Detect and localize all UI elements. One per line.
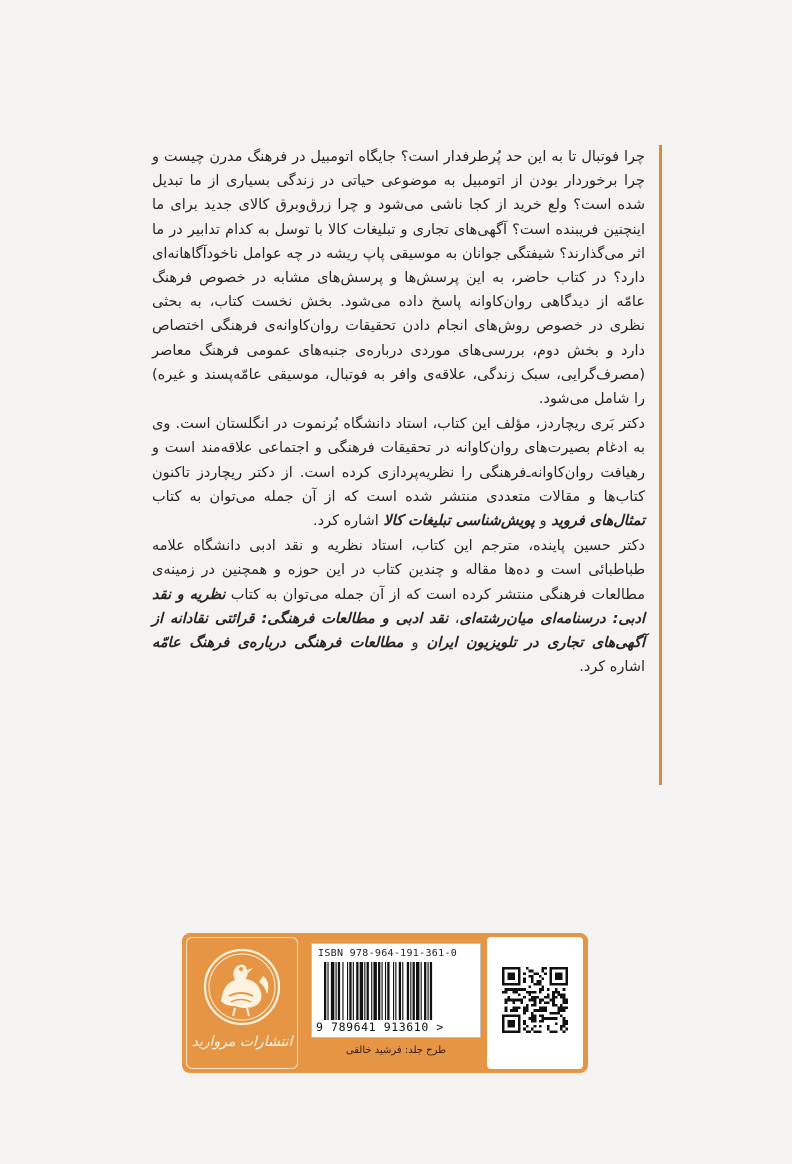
- text-run: و: [534, 513, 552, 530]
- qr-module: [526, 1025, 529, 1028]
- qr-module: [531, 999, 534, 1002]
- qr-module: [563, 993, 566, 996]
- barcode-bar: [399, 962, 401, 1020]
- qr-module: [560, 1009, 563, 1012]
- qr-module: [555, 1012, 558, 1015]
- qr-module: [563, 1001, 566, 1004]
- qr-module: [555, 1030, 558, 1033]
- qr-module: [563, 996, 566, 999]
- barcode-bar: [349, 962, 351, 1020]
- qr-module: [547, 1025, 550, 1028]
- qr-module: [507, 1020, 515, 1028]
- book-title-italic: تمثال‌های فروید: [551, 513, 645, 530]
- qr-module: [557, 1007, 560, 1010]
- barcode-bar: [342, 962, 343, 1020]
- qr-module: [518, 988, 521, 991]
- qr-module: [555, 996, 558, 999]
- qr-module: [528, 1017, 531, 1020]
- barcode-bar: [347, 962, 348, 1020]
- qr-module: [552, 991, 555, 994]
- barcode-bar: [395, 962, 396, 1020]
- blurb-text-block: [152, 145, 662, 785]
- barcode-bar: [364, 962, 365, 1020]
- barcode-bar: [327, 962, 328, 1020]
- qr-module: [547, 1028, 550, 1031]
- qr-module: [560, 1004, 563, 1007]
- qr-module: [515, 991, 518, 994]
- qr-module: [550, 1017, 553, 1020]
- qr-module: [565, 1001, 568, 1004]
- barcode-bar: [371, 962, 372, 1020]
- qr-code-icon: [502, 967, 568, 1033]
- qr-module: [539, 1030, 542, 1033]
- qr-module: [544, 967, 547, 970]
- qr-module: [507, 996, 510, 999]
- text-run: ،: [448, 610, 460, 627]
- qr-module: [547, 993, 550, 996]
- qr-module: [534, 996, 537, 999]
- barcode-bars: [324, 962, 472, 1020]
- qr-module: [565, 1007, 568, 1010]
- publisher-name: انتشارات مروارید: [191, 1034, 293, 1050]
- qr-module: [505, 1001, 508, 1004]
- qr-module: [563, 1017, 566, 1020]
- translator-bio-paragraph: [152, 534, 645, 679]
- qr-module: [505, 1009, 508, 1012]
- qr-module: [544, 1001, 547, 1004]
- qr-code-panel: [487, 937, 583, 1069]
- qr-module: [557, 991, 560, 994]
- barcode-bar: [356, 962, 358, 1020]
- barcode-bar: [416, 962, 419, 1020]
- barcode-bar: [331, 962, 334, 1020]
- qr-module: [555, 1017, 558, 1020]
- qr-module: [542, 1020, 545, 1023]
- qr-module: [563, 999, 566, 1002]
- qr-module: [515, 999, 518, 1002]
- qr-module: [544, 1009, 547, 1012]
- qr-module: [531, 980, 534, 983]
- qr-module: [528, 999, 531, 1002]
- qr-module: [507, 972, 515, 980]
- qr-module: [565, 1022, 568, 1025]
- qr-module: [552, 1030, 555, 1033]
- qr-module: [555, 1022, 558, 1025]
- barcode-bar: [407, 962, 409, 1020]
- barcode-bar: [378, 962, 380, 1020]
- qr-module: [531, 1012, 534, 1015]
- qr-module: [518, 1007, 521, 1010]
- qr-module: [544, 972, 547, 975]
- barcode-bar: [367, 962, 369, 1020]
- qr-module: [539, 1025, 542, 1028]
- qr-module: [523, 1012, 526, 1015]
- qr-module: [547, 1017, 550, 1020]
- qr-module: [523, 1022, 526, 1025]
- qr-module: [544, 996, 547, 999]
- barcode-arrow: >: [436, 1020, 444, 1034]
- barcode-number: [316, 1020, 444, 1034]
- qr-module: [526, 1007, 529, 1010]
- qr-module: [536, 983, 539, 986]
- peacock-emblem-icon: [201, 946, 283, 1028]
- qr-module: [563, 1007, 566, 1010]
- qr-module: [552, 1004, 555, 1007]
- qr-module: [534, 972, 537, 975]
- qr-module: [523, 980, 526, 983]
- qr-module: [557, 993, 560, 996]
- qr-module: [523, 996, 526, 999]
- barcode-bar: [353, 962, 354, 1020]
- qr-module: [518, 993, 521, 996]
- qr-module: [539, 999, 542, 1002]
- qr-module: [542, 1009, 545, 1012]
- qr-module: [523, 978, 526, 981]
- qr-module: [539, 988, 542, 991]
- qr-module: [542, 999, 545, 1002]
- qr-module: [531, 975, 534, 978]
- text-run: و: [403, 635, 427, 652]
- qr-module: [542, 985, 545, 988]
- qr-module: [528, 975, 531, 978]
- qr-module: [531, 1017, 534, 1020]
- qr-module: [563, 1009, 566, 1012]
- qr-module: [547, 996, 550, 999]
- qr-module: [510, 999, 513, 1002]
- text-run: دکتر بَری ریچاردز، مؤلف این کتاب، استاد دانشگاه بُرنموت در انگلستان است. وی به ادغام بصیرت‌های روان‌کاوانه در تحقیقات فرهنگی و اجتماعی علاقه‌مند است و رهیافت روان‌کاوانه‌ـ‌فرهنگی را نظریه‌پردازی کرده است. از دکتر ریچاردز تاکنون کتاب‌ها و مقالات متعددی منتشر شده است که از آن جمله می‌توان به کتاب: [152, 416, 645, 505]
- qr-module: [505, 1007, 508, 1010]
- barcode-bar: [421, 962, 422, 1020]
- qr-module: [560, 993, 563, 996]
- qr-module: [534, 1025, 537, 1028]
- qr-module: [523, 988, 526, 991]
- qr-module: [505, 988, 508, 991]
- qr-module: [536, 1030, 539, 1033]
- qr-module: [544, 1007, 547, 1010]
- qr-module: [560, 1028, 563, 1031]
- book-title-italic: پویش‌شناسی تبلیغات کالا: [383, 513, 535, 530]
- qr-module: [542, 988, 545, 991]
- qr-module: [555, 988, 558, 991]
- qr-module: [539, 1007, 542, 1010]
- barcode-bar: [336, 962, 337, 1020]
- qr-module: [550, 1030, 553, 1033]
- qr-module: [539, 1015, 542, 1018]
- qr-module: [528, 985, 531, 988]
- qr-module: [536, 980, 539, 983]
- qr-module: [520, 1001, 523, 1004]
- qr-module: [539, 991, 542, 994]
- qr-module: [510, 1009, 513, 1012]
- barcode-bar: [382, 962, 383, 1020]
- qr-module: [534, 1015, 537, 1018]
- qr-module: [552, 996, 555, 999]
- qr-module: [534, 1001, 537, 1004]
- qr-module: [513, 988, 516, 991]
- qr-module: [534, 1020, 537, 1023]
- qr-module: [510, 988, 513, 991]
- barcode-bar: [410, 962, 411, 1020]
- qr-module: [563, 988, 566, 991]
- qr-module: [552, 1012, 555, 1015]
- qr-module: [505, 999, 508, 1002]
- qr-module: [534, 991, 537, 994]
- qr-module: [505, 991, 508, 994]
- barcode-digits: 9 789641 913610: [316, 1020, 429, 1034]
- qr-module: [513, 1007, 516, 1010]
- qr-module: [531, 1028, 534, 1031]
- qr-module: [544, 1017, 547, 1020]
- qr-module: [526, 967, 529, 970]
- qr-module: [552, 993, 555, 996]
- qr-module: [507, 988, 510, 991]
- qr-module: [547, 988, 550, 991]
- qr-module: [542, 1015, 545, 1018]
- blurb-paragraph: [152, 145, 645, 411]
- qr-module: [536, 1009, 539, 1012]
- qr-module: [563, 1030, 566, 1033]
- qr-module: [557, 1009, 560, 1012]
- qr-module: [531, 970, 534, 973]
- qr-module: [565, 1020, 568, 1023]
- qr-module: [563, 1020, 566, 1023]
- qr-module: [565, 999, 568, 1002]
- qr-module: [515, 1007, 518, 1010]
- qr-module: [542, 967, 545, 970]
- qr-module: [539, 1020, 542, 1023]
- qr-module: [539, 1001, 542, 1004]
- qr-module: [539, 1009, 542, 1012]
- qr-module: [523, 1007, 526, 1010]
- qr-module: [534, 983, 537, 986]
- qr-module: [523, 1020, 526, 1023]
- qr-module: [539, 975, 542, 978]
- qr-module: [534, 1009, 537, 1012]
- qr-module: [531, 1004, 534, 1007]
- qr-module: [526, 1030, 529, 1033]
- qr-module: [507, 999, 510, 1002]
- qr-module: [539, 980, 542, 983]
- qr-module: [547, 1001, 550, 1004]
- qr-module: [555, 991, 558, 994]
- qr-module: [536, 996, 539, 999]
- qr-module: [563, 1022, 566, 1025]
- qr-module: [550, 999, 553, 1002]
- qr-module: [523, 1009, 526, 1012]
- barcode-bar: [430, 962, 432, 1020]
- qr-module: [534, 1017, 537, 1020]
- qr-module: [528, 1030, 531, 1033]
- qr-module: [528, 993, 531, 996]
- qr-module: [520, 988, 523, 991]
- qr-module: [531, 1020, 534, 1023]
- barcode-bar: [393, 962, 394, 1020]
- qr-module: [502, 991, 505, 994]
- book-title-italic: نقد ادبی و مطالعات فرهنگی: قرائتی نقادانه از آگهی‌های تجاری در تلویزیون ایران: [152, 610, 645, 652]
- qr-module: [552, 1001, 555, 1004]
- barcode-bar: [385, 962, 386, 1020]
- qr-module: [513, 991, 516, 994]
- qr-module: [520, 999, 523, 1002]
- qr-module: [560, 1015, 563, 1018]
- qr-module: [513, 1001, 516, 1004]
- publisher-logo: [186, 937, 298, 1069]
- book-title-italic: نظریه و نقد ادبی: درسنامه‌ای میان‌رشته‌ای: [152, 586, 645, 627]
- author-bio-paragraph: [152, 412, 645, 533]
- cover-designer-credit: طرح جلد: فرشید خالقی: [345, 1045, 447, 1056]
- qr-module: [531, 978, 534, 981]
- qr-module: [560, 1025, 563, 1028]
- qr-module: [513, 999, 516, 1002]
- qr-module: [542, 970, 545, 973]
- isbn-text: ISBN 978-964-191-361-0: [318, 948, 458, 959]
- qr-module: [526, 1009, 529, 1012]
- qr-module: [557, 1012, 560, 1015]
- qr-module: [534, 1030, 537, 1033]
- qr-module: [552, 999, 555, 1002]
- qr-module: [552, 1017, 555, 1020]
- barcode-bar: [373, 962, 376, 1020]
- qr-module: [560, 1007, 563, 1010]
- book-title-italic: مطالعات فرهنگی درباره‌ی فرهنگ عامّه: [152, 635, 404, 652]
- qr-module: [555, 972, 563, 980]
- barcode-bar: [324, 962, 326, 1020]
- qr-module: [513, 1009, 516, 1012]
- text-run: چرا فوتبال تا به این حد پُرطرفدار است؟ جایگاه اتومبیل در فرهنگ مدرن چیست و چرا برخوردار بودن از اتومبیل به موضوعی حیاتی در زندگی بسیاری از ما تبدیل شده است؟ ولع خرید از کجا ناشی می‌شود و چرا زرق‌وبرق کالای جدید برای ما اینچنین فریبنده است؟ آگهی‌های تجاری و تبلیغات کالا با توسل به کدام تدابیر در ما اثر می‌گذارند؟ شیفتگی جوانان به موسیقی پاپ ریشه در چه عوامل ناخودآگاهانه‌ای دارد؟ در کتاب حاضر، به این پرسش‌ها و پرسش‌های مشابه در خصوص فرهنگ عامّه از دیدگاهی روان‌کاوانه پاسخ داده می‌شود. بخش نخست کتاب، به بحثی نظری در خصوص روش‌های انجام دادن تحقیقات روان‌کاوانه‌ی فرهنگی اختصاص دارد و بخش دوم، بررسی‌های موردی درباره‌ی جنبه‌های عمومی فرهنگ معاصر (مصرف‌گرایی، سبک زندگی، علاقه‌ی وافر به فوتبال، موسیقی عامّه‌پسند و غیره) را شامل می‌شود.: [152, 149, 645, 408]
- qr-module: [523, 972, 526, 975]
- qr-module: [542, 1017, 545, 1020]
- qr-module: [515, 988, 518, 991]
- qr-module: [531, 996, 534, 999]
- qr-module: [526, 991, 529, 994]
- barcode-bar: [338, 962, 340, 1020]
- barcode-bar: [424, 962, 426, 1020]
- qr-module: [526, 1004, 529, 1007]
- qr-module: [534, 1004, 537, 1007]
- barcode-bar: [402, 962, 403, 1020]
- qr-module: [565, 1028, 568, 1031]
- text-run: اشاره کرد.: [579, 659, 645, 676]
- qr-module: [528, 991, 531, 994]
- barcode-bar: [360, 962, 363, 1020]
- qr-module: [536, 972, 539, 975]
- qr-module: [555, 1004, 558, 1007]
- barcode-bar: [428, 962, 429, 1020]
- qr-module: [534, 999, 537, 1002]
- barcode-bar: [387, 962, 389, 1020]
- qr-module: [542, 1007, 545, 1010]
- qr-module: [515, 1009, 518, 1012]
- qr-module: [531, 1015, 534, 1018]
- qr-module: [560, 996, 563, 999]
- qr-module: [523, 1028, 526, 1031]
- qr-module: [563, 1025, 566, 1028]
- qr-module: [550, 1012, 553, 1015]
- barcode-bar: [413, 962, 415, 1020]
- text-run: دکتر حسین پاینده، مترجم این کتاب، استاد نظریه و نقد ادبی دانشگاه علامه طباطبائی است و ده‌ها مقاله و چندین کتاب در این حوزه و همچنین در زمینه‌ی مطالعات فرهنگی منتشر کرده است که از آن جمله می‌توان به کتاب: [152, 538, 646, 603]
- qr-module: [531, 991, 534, 994]
- qr-module: [539, 983, 542, 986]
- qr-module: [542, 978, 545, 981]
- qr-module: [518, 999, 521, 1002]
- qr-module: [528, 970, 531, 973]
- isbn-barcode: [311, 943, 481, 1038]
- text-run: اشاره کرد.: [313, 513, 384, 530]
